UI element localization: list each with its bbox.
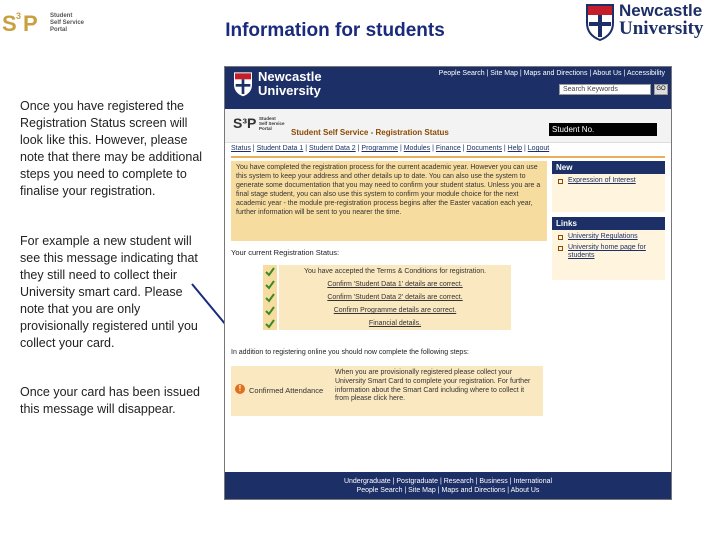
status-link[interactable]: Confirm Programme details are correct. — [279, 304, 511, 317]
warning-icon: ! — [235, 384, 245, 394]
link-item-label: University Regulations — [568, 233, 638, 240]
bullet-icon — [558, 235, 563, 240]
requirement-label: Confirmed Attendance — [249, 386, 324, 395]
nav-finance[interactable]: Finance — [435, 145, 461, 152]
news-panel — [552, 174, 665, 212]
portal-title: Student Self Service - Registration Status — [291, 128, 449, 137]
student-number-field: Student No. — [549, 123, 657, 136]
nav-help[interactable]: Help — [507, 145, 523, 152]
status-link[interactable]: Financial details. — [279, 317, 511, 330]
status-row[interactable] — [263, 304, 511, 317]
status-link[interactable]: Confirm 'Student Data 2' details are correct. — [279, 291, 511, 304]
university-crest-icon — [233, 70, 253, 98]
status-row[interactable] — [263, 317, 511, 330]
nav-programme[interactable]: Programme — [361, 145, 398, 152]
page-title: Information for students — [225, 20, 445, 41]
footer-links-secondary[interactable]: People Search | Site Map | Maps and Directions | About Us — [356, 487, 540, 494]
logo-line2: University — [619, 18, 704, 39]
example-paragraph: For example a new student will see this message indicating that they still need to collect their University smart card. Please note that you are only provisionally registered until you collect your card. — [20, 234, 198, 350]
news-item[interactable] — [552, 174, 665, 185]
search-go-button[interactable]: GO — [654, 84, 668, 95]
s3p-line2: Self Service — [50, 20, 85, 26]
site-logo-line2: University — [258, 83, 321, 98]
s3p-portal-logo — [2, 8, 94, 38]
site-logo-line1: Newcastle — [258, 69, 322, 84]
check-icon — [263, 291, 277, 304]
status-row[interactable] — [263, 291, 511, 304]
search-input[interactable]: Search Keywords — [559, 84, 651, 95]
check-icon — [263, 278, 277, 291]
check-icon — [263, 265, 277, 278]
svg-text:3: 3 — [16, 11, 22, 21]
links-heading: Links — [552, 217, 665, 230]
portal-sub2: Self Service — [259, 121, 285, 126]
site-header — [225, 67, 671, 109]
university-crest-icon — [585, 3, 615, 41]
portal-logo-subtitle — [259, 116, 285, 131]
bullet-icon — [558, 179, 563, 184]
nav-status[interactable]: Status — [231, 145, 251, 152]
svg-text:S: S — [2, 11, 17, 36]
nav-divider — [231, 156, 665, 158]
nav-logout[interactable]: Logout — [527, 145, 550, 152]
link-item-label: University home page for students — [568, 244, 646, 259]
logo-line1: Newcastle — [619, 1, 703, 20]
intro-paragraph: Once you have registered the Registration Status screen will look like this. However, please note that there may be additional steps you need to complete to finalise your registration. — [20, 99, 203, 198]
footer-links-primary[interactable]: Undergraduate | Postgraduate | Research | Business | International — [343, 478, 553, 485]
news-heading: New — [552, 161, 665, 174]
status-row[interactable] — [263, 278, 511, 291]
news-item-label: Expression of Interest — [568, 177, 636, 184]
s3p-line3: Portal — [50, 27, 68, 33]
nav-student-data-2[interactable]: Student Data 2 — [309, 145, 356, 152]
registration-info-message: You have completed the registration process for the current academic year. However you can use this system to keep your address and other details up to date. You can also use the system to generate some documentation that you may need to confirm your student status. Unless you are a final stage student, you can also use this system to confirm your module choice for the next academic year - the module pre-registration process begins after the Easter vacation each year, further information will be sent to you nearer the time. — [231, 161, 547, 241]
status-row — [263, 265, 511, 278]
nav-modules[interactable]: Modules — [403, 145, 431, 152]
portal-sub1: Student — [259, 116, 276, 121]
check-icon — [263, 304, 277, 317]
s3p-line1: Student — [50, 13, 73, 19]
requirement-row — [231, 366, 543, 416]
links-panel — [552, 230, 665, 280]
portal-sub3: Portal — [259, 126, 272, 131]
newcastle-university-logo — [585, 2, 720, 44]
registration-status-screenshot — [224, 66, 672, 500]
current-status-label: Your current Registration Status: — [231, 248, 340, 257]
bullet-icon — [558, 246, 563, 251]
check-icon — [263, 317, 277, 330]
status-text: You have accepted the Terms & Conditions for registration. — [279, 265, 511, 278]
link-item[interactable] — [552, 230, 665, 241]
nav-documents[interactable]: Documents — [466, 145, 502, 152]
svg-text:P: P — [23, 11, 38, 36]
nav-student-data-1[interactable]: Student Data 1 — [256, 145, 304, 152]
additional-steps-label: In addition to registering online you should now complete the following steps: — [231, 349, 469, 356]
nav-bar: Status | Student Data 1 | Student Data 2 | Programme | Modules | Finance | Documents | Help | Logout — [231, 145, 550, 152]
link-item[interactable] — [552, 241, 665, 260]
requirement-description[interactable]: When you are provisionally registered please collect your University Smart Card to complete your registration. For further information about the Smart Card including where to collect it from please click here. — [335, 369, 531, 403]
site-footer — [225, 472, 671, 500]
status-link[interactable]: Confirm 'Student Data 1' details are correct. — [279, 278, 511, 291]
top-links[interactable]: People Search | Site Map | Maps and Directions | About Us | Accessibility — [438, 70, 665, 77]
closing-paragraph: Once your card has been issued this message will disappear. — [20, 385, 200, 416]
portal-logo: S³P — [233, 115, 257, 131]
status-list — [263, 265, 511, 330]
